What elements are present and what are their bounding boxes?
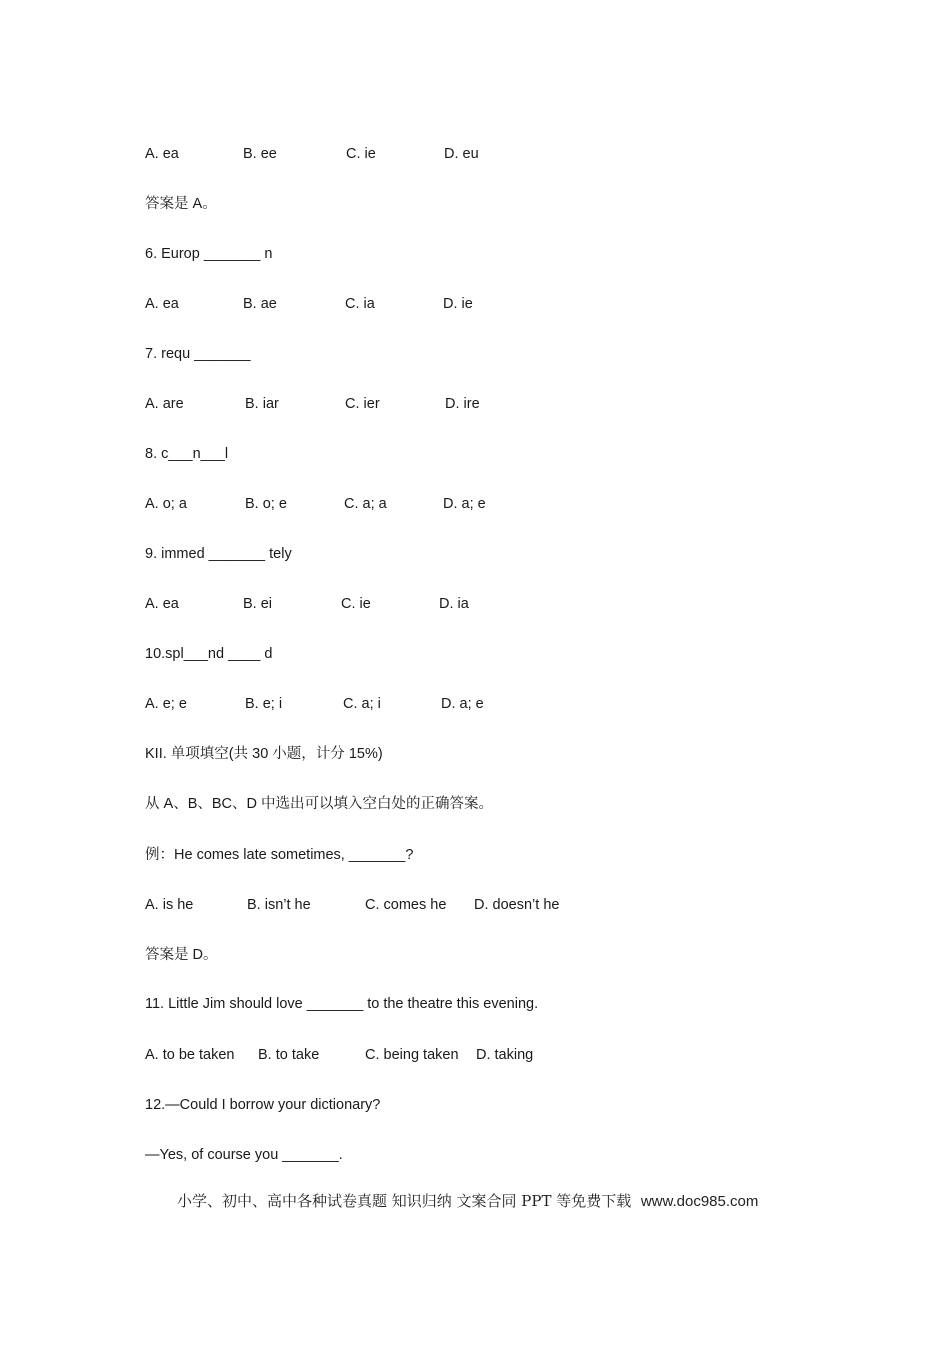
example-option-c: C. comes he [365,897,447,913]
q7-option-b: B. iar [245,396,279,412]
footer-text: 小学、初中、高中各种试卷真题 知识归纳 文案合同 PPT 等免费下载 [177,1192,632,1210]
q5-answer: 答案是 A。 [145,196,217,212]
q10-option-b: B. e; i [245,696,283,712]
q11-option-b: B. to take [258,1047,320,1063]
q9-stem: 9. immed _______ tely [145,546,292,562]
q10-option-d: D. a; e [441,696,484,712]
footer-url[interactable]: www.doc985.com [640,1193,759,1210]
q6-option-b: B. ae [243,296,277,312]
q10-option-c: C. a; i [343,696,381,712]
page-footer [177,1191,758,1212]
example-stem: 例：He comes late sometimes, _______? [145,847,414,863]
q11-option-c: C. being taken [365,1047,459,1063]
example-option-a: A. is he [145,897,194,913]
q6-stem: 6. Europ _______ n [145,246,273,262]
q9-option-b: B. ei [243,596,273,612]
q5-option-b: B. ee [243,146,277,162]
q6-option-d: D. ie [443,296,473,312]
q8-option-a: A. o; a [145,496,187,512]
q7-stem: 7. requ _______ [145,346,251,362]
q9-option-a: A. ea [145,596,179,612]
q5-option-d: D. eu [444,146,479,162]
q11-stem: 11. Little Jim should love _______ to the theatre this evening. [145,996,539,1012]
q11-option-a: A. to be taken [145,1047,235,1063]
q8-option-d: D. a; e [443,496,486,512]
q8-stem: 8. c___n___l [145,446,229,462]
section-instruction: 从 A、B、BC、D 中选出可以填入空白处的正确答案。 [145,796,494,812]
example-option-b: B. isn’t he [247,897,311,913]
q10-stem: 10.spl___nd ____ d [145,646,273,662]
q9-option-d: D. ia [439,596,469,612]
q12-line2: —Yes, of course you _______. [145,1147,343,1163]
q8-option-c: C. a; a [344,496,387,512]
q5-option-c: C. ie [346,146,376,162]
q8-option-b: B. o; e [245,496,287,512]
example-option-d: D. doesn’t he [474,897,560,913]
section-title: KII. 单项填空(共 30 小题，计分 15%) [145,746,383,762]
q6-option-c: C. ia [345,296,375,312]
q11-option-d: D. taking [476,1047,534,1063]
q6-option-a: A. ea [145,296,179,312]
q12-line1: 12.—Could I borrow your dictionary? [145,1097,381,1113]
q9-option-c: C. ie [341,596,371,612]
example-answer: 答案是 D。 [145,947,218,963]
q7-option-d: D. ire [445,396,480,412]
q10-option-a: A. e; e [145,696,187,712]
q7-option-a: A. are [145,396,184,412]
q5-option-a: A. ea [145,146,179,162]
q7-option-c: C. ier [345,396,380,412]
